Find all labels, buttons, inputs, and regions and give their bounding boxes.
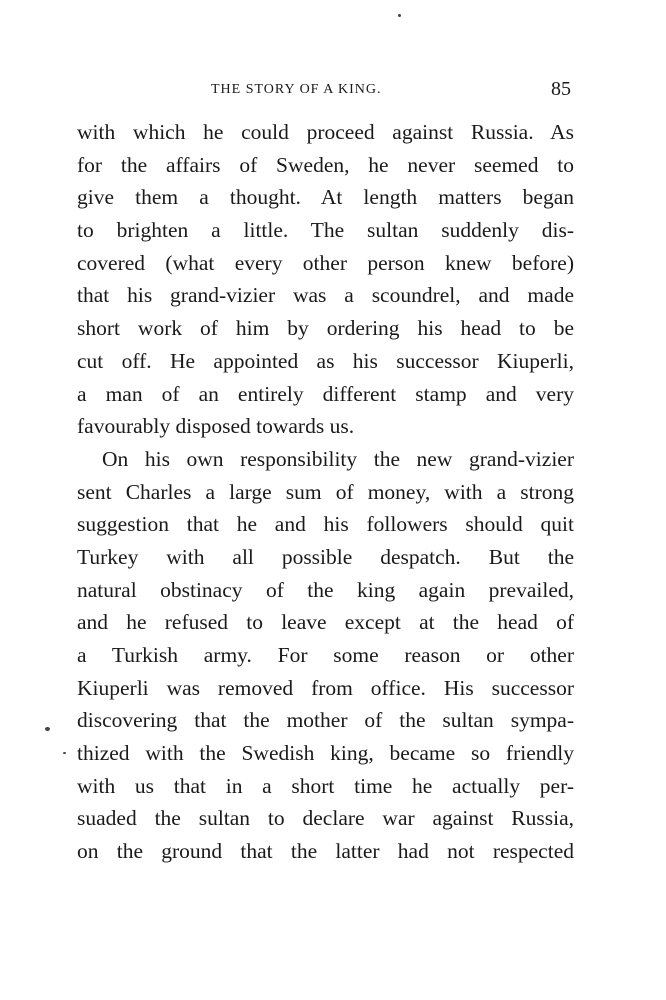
text-line: covered (what every other person knew before)	[77, 250, 574, 275]
text-line: sent Charles a large sum of money, with a strong	[77, 479, 574, 504]
text-line: thized with the Swedish king, became so friendly	[77, 741, 574, 766]
text-line: with us that in a short time he actually per-	[77, 773, 574, 798]
text-line: on the ground that the latter had not respected	[77, 839, 574, 864]
text-line: natural obstinacy of the king again prevailed,	[77, 577, 574, 602]
text-line: favourably disposed towards us.	[77, 414, 355, 439]
paragraph-2	[77, 443, 574, 868]
body-text	[77, 116, 574, 868]
text-line: discovering that the mother of the sultan sympa-	[77, 708, 574, 733]
text-line: On his own responsibility the new grand-vizier	[102, 446, 574, 471]
print-speck	[63, 752, 66, 754]
text-line: with which he could proceed against Russia. As	[77, 120, 574, 144]
text-line: Turkey with all possible despatch. But the	[77, 544, 574, 569]
text-line: to brighten a little. The sultan suddenly dis-	[77, 218, 574, 243]
text-line: suaded the sultan to declare war against Russia,	[77, 806, 574, 831]
page-number: 85	[551, 78, 571, 100]
text-line: suggestion that he and his followers should quit	[77, 512, 574, 537]
print-speck	[45, 727, 50, 731]
text-line: a Turkish army. For some reason or other	[77, 643, 574, 667]
running-head: THE STORY OF A KING.	[211, 82, 382, 97]
print-speck	[398, 14, 401, 17]
text-line: for the affairs of Sweden, he never seemed to	[77, 152, 574, 177]
text-line: Kiuperli was removed from office. His successor	[77, 675, 574, 700]
text-line: cut off. He appointed as his successor Kiuperli,	[77, 348, 574, 373]
text-line: short work of him by ordering his head to be	[77, 316, 574, 341]
paragraph-1	[77, 116, 574, 443]
text-line: give them a thought. At length matters began	[77, 185, 574, 210]
text-line: and he refused to leave except at the head of	[77, 610, 574, 635]
text-line: a man of an entirely different stamp and very	[77, 381, 574, 406]
page-header	[77, 78, 571, 104]
text-line: that his grand-vizier was a scoundrel, and made	[77, 283, 574, 308]
